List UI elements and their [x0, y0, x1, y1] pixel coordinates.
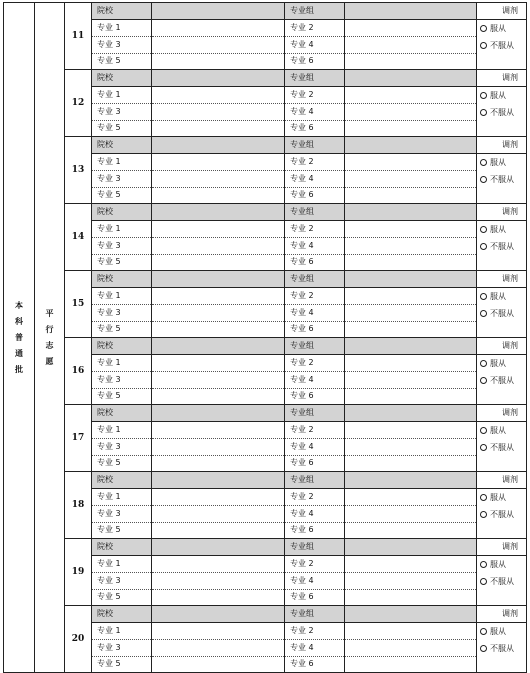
major-input[interactable]	[152, 556, 285, 573]
adjust-label: 调剂	[477, 539, 527, 556]
radio-circle-icon[interactable]	[480, 176, 487, 183]
major-group-input[interactable]	[345, 606, 477, 623]
option-label: 不服从	[490, 644, 514, 653]
major-input[interactable]	[345, 321, 477, 337]
major-input[interactable]	[345, 455, 477, 471]
major-label: 专业 6	[285, 53, 345, 69]
major-label: 专业 5	[92, 455, 152, 471]
radio-circle-icon[interactable]	[480, 360, 487, 367]
major-label: 专业 5	[92, 321, 152, 337]
accept-adjust-option[interactable]	[480, 426, 506, 436]
major-label: 专业 6	[285, 321, 345, 337]
school-label: 院校	[92, 606, 152, 623]
major-label: 专业 3	[92, 305, 152, 321]
volunteer-number: 12	[65, 70, 92, 137]
major-group-label: 专业组	[285, 606, 345, 623]
option-label: 服从	[490, 627, 506, 636]
radio-circle-icon[interactable]	[480, 561, 487, 568]
accept-adjust-option[interactable]	[480, 292, 506, 302]
major-label: 专业 2	[285, 87, 345, 104]
major-group-label: 专业组	[285, 70, 345, 87]
major-label: 专业 4	[285, 37, 345, 53]
major-group-input[interactable]	[345, 539, 477, 556]
radio-circle-icon[interactable]	[480, 293, 487, 300]
major-label: 专业 3	[92, 372, 152, 388]
major-label: 专业 1	[92, 20, 152, 37]
reject-adjust-option[interactable]	[480, 376, 514, 386]
major-group-label: 专业组	[285, 338, 345, 355]
major-label: 专业 4	[285, 372, 345, 388]
major-group-input[interactable]	[345, 137, 477, 154]
major-group-input[interactable]	[345, 338, 477, 355]
batch-label-char: 本	[15, 300, 23, 310]
major-input[interactable]	[345, 120, 477, 136]
adjust-options	[477, 20, 527, 70]
block-header-row	[4, 606, 527, 623]
option-label: 服从	[490, 91, 506, 100]
adjust-label: 调剂	[477, 70, 527, 87]
volunteer-number: 19	[65, 539, 92, 606]
accept-adjust-option[interactable]	[480, 627, 506, 637]
option-label: 服从	[490, 225, 506, 234]
parallel-label-char: 愿	[45, 356, 54, 366]
radio-circle-icon[interactable]	[480, 444, 487, 451]
major-input[interactable]	[345, 87, 477, 104]
major-input[interactable]	[345, 372, 477, 388]
major-label: 专业 1	[92, 489, 152, 506]
major-label: 专业 4	[285, 171, 345, 187]
school-input[interactable]	[152, 606, 285, 623]
batch-label-char: 批	[15, 364, 23, 374]
major-input[interactable]	[152, 506, 285, 522]
volunteer-number: 15	[65, 271, 92, 338]
major-label: 专业 1	[92, 422, 152, 439]
major-input[interactable]	[345, 506, 477, 522]
school-label: 院校	[92, 70, 152, 87]
major-input[interactable]	[345, 388, 477, 404]
block-header-row	[4, 137, 527, 154]
option-label: 服从	[490, 426, 506, 435]
adjust-label: 调剂	[477, 271, 527, 288]
major-group-input[interactable]	[345, 204, 477, 221]
adjust-label: 调剂	[477, 204, 527, 221]
reject-adjust-option[interactable]	[480, 309, 514, 319]
major-label: 专业 1	[92, 154, 152, 171]
major-label: 专业 6	[285, 589, 345, 605]
block-header-row	[4, 472, 527, 489]
major-input[interactable]	[152, 154, 285, 171]
radio-circle-icon[interactable]	[480, 427, 487, 434]
adjust-label: 调剂	[477, 405, 527, 422]
adjust-options	[477, 221, 527, 271]
radio-circle-icon[interactable]	[480, 226, 487, 233]
radio-circle-icon[interactable]	[480, 645, 487, 652]
major-group-input[interactable]	[345, 3, 477, 20]
radio-circle-icon[interactable]	[480, 628, 487, 635]
major-label: 专业 4	[285, 573, 345, 589]
volunteer-number: 13	[65, 137, 92, 204]
school-label: 院校	[92, 3, 152, 20]
major-input[interactable]	[345, 439, 477, 455]
major-group-label: 专业组	[285, 539, 345, 556]
school-input[interactable]	[152, 70, 285, 87]
school-label: 院校	[92, 137, 152, 154]
option-label: 不服从	[490, 242, 514, 251]
major-label: 专业 2	[285, 20, 345, 37]
major-group-input[interactable]	[345, 271, 477, 288]
accept-adjust-option[interactable]	[480, 359, 506, 369]
major-label: 专业 3	[92, 640, 152, 656]
adjust-options	[477, 623, 527, 673]
major-label: 专业 6	[285, 455, 345, 471]
school-input[interactable]	[152, 405, 285, 422]
adjust-label: 调剂	[477, 3, 527, 20]
major-label: 专业 4	[285, 238, 345, 254]
major-group-label: 专业组	[285, 405, 345, 422]
major-input[interactable]	[152, 20, 285, 37]
radio-circle-icon[interactable]	[480, 511, 487, 518]
major-group-label: 专业组	[285, 472, 345, 489]
major-label: 专业 3	[92, 171, 152, 187]
option-label: 不服从	[490, 175, 514, 184]
major-input[interactable]	[345, 422, 477, 439]
major-label: 专业 1	[92, 221, 152, 238]
option-label: 不服从	[490, 577, 514, 586]
option-label: 不服从	[490, 41, 514, 50]
reject-adjust-option[interactable]	[480, 644, 514, 654]
major-label: 专业 6	[285, 522, 345, 538]
option-label: 不服从	[490, 376, 514, 385]
major-input[interactable]	[152, 321, 285, 337]
reject-adjust-option[interactable]	[480, 577, 514, 587]
major-label: 专业 4	[285, 506, 345, 522]
major-input[interactable]	[345, 154, 477, 171]
major-input[interactable]	[345, 37, 477, 53]
school-label: 院校	[92, 405, 152, 422]
major-label: 专业 6	[285, 187, 345, 203]
school-label: 院校	[92, 539, 152, 556]
major-label: 专业 1	[92, 288, 152, 305]
reject-adjust-option[interactable]	[480, 175, 514, 185]
block-header-row	[4, 70, 527, 87]
accept-adjust-option[interactable]	[480, 560, 506, 570]
volunteer-number: 16	[65, 338, 92, 405]
major-input[interactable]	[345, 623, 477, 640]
major-label: 专业 4	[285, 439, 345, 455]
radio-circle-icon[interactable]	[480, 159, 487, 166]
block-header-row	[4, 338, 527, 355]
major-input[interactable]	[152, 171, 285, 187]
school-input[interactable]	[152, 204, 285, 221]
major-input[interactable]	[345, 589, 477, 605]
volunteer-number: 20	[65, 606, 92, 673]
major-group-input[interactable]	[345, 472, 477, 489]
major-input[interactable]	[345, 573, 477, 589]
volunteer-number: 17	[65, 405, 92, 472]
school-label: 院校	[92, 271, 152, 288]
major-label: 专业 2	[285, 422, 345, 439]
accept-adjust-option[interactable]	[480, 91, 506, 101]
major-label: 专业 3	[92, 238, 152, 254]
major-label: 专业 4	[285, 305, 345, 321]
volunteer-number: 18	[65, 472, 92, 539]
major-label: 专业 3	[92, 37, 152, 53]
school-input[interactable]	[152, 271, 285, 288]
option-label: 不服从	[490, 443, 514, 452]
major-input[interactable]	[345, 254, 477, 270]
option-label: 服从	[490, 158, 506, 167]
block-header-row	[4, 204, 527, 221]
major-label: 专业 4	[285, 640, 345, 656]
accept-adjust-option[interactable]	[480, 493, 506, 503]
major-input[interactable]	[345, 221, 477, 238]
radio-circle-icon[interactable]	[480, 42, 487, 49]
major-label: 专业 2	[285, 355, 345, 372]
major-label: 专业 2	[285, 221, 345, 238]
radio-circle-icon[interactable]	[480, 377, 487, 384]
parallel-label-char: 行	[45, 324, 54, 334]
volunteer-number: 11	[65, 3, 92, 70]
school-label: 院校	[92, 204, 152, 221]
school-input[interactable]	[152, 539, 285, 556]
adjust-options	[477, 288, 527, 338]
major-input[interactable]	[152, 372, 285, 388]
major-input[interactable]	[345, 522, 477, 538]
parallel-volunteer-label	[35, 3, 65, 673]
reject-adjust-option[interactable]	[480, 443, 514, 453]
accept-adjust-option[interactable]	[480, 158, 506, 168]
major-input[interactable]	[345, 656, 477, 672]
option-label: 不服从	[490, 108, 514, 117]
school-input[interactable]	[152, 137, 285, 154]
major-label: 专业 1	[92, 623, 152, 640]
major-input[interactable]	[152, 439, 285, 455]
reject-adjust-option[interactable]	[480, 510, 514, 520]
parallel-label-char: 平	[45, 308, 54, 318]
major-label: 专业 5	[92, 656, 152, 672]
school-input[interactable]	[152, 472, 285, 489]
major-input[interactable]	[152, 53, 285, 69]
radio-circle-icon[interactable]	[480, 310, 487, 317]
option-label: 服从	[490, 560, 506, 569]
major-label: 专业 3	[92, 573, 152, 589]
major-label: 专业 2	[285, 154, 345, 171]
major-input[interactable]	[345, 238, 477, 254]
adjust-options	[477, 154, 527, 204]
major-input[interactable]	[152, 254, 285, 270]
accept-adjust-option[interactable]	[480, 24, 506, 34]
major-label: 专业 2	[285, 623, 345, 640]
major-label: 专业 3	[92, 104, 152, 120]
major-label: 专业 3	[92, 506, 152, 522]
major-label: 专业 6	[285, 254, 345, 270]
option-label: 不服从	[490, 510, 514, 519]
radio-circle-icon[interactable]	[480, 109, 487, 116]
adjust-options	[477, 422, 527, 472]
major-input[interactable]	[152, 522, 285, 538]
major-group-input[interactable]	[345, 405, 477, 422]
major-group-label: 专业组	[285, 137, 345, 154]
major-group-label: 专业组	[285, 3, 345, 20]
accept-adjust-option[interactable]	[480, 225, 506, 235]
major-label: 专业 6	[285, 120, 345, 136]
major-group-label: 专业组	[285, 271, 345, 288]
option-label: 服从	[490, 24, 506, 33]
major-input[interactable]	[152, 355, 285, 372]
reject-adjust-option[interactable]	[480, 41, 514, 51]
adjust-options	[477, 489, 527, 539]
block-header-row	[4, 3, 527, 20]
adjust-options	[477, 556, 527, 606]
major-label: 专业 1	[92, 87, 152, 104]
major-input[interactable]	[152, 640, 285, 656]
major-input[interactable]	[152, 422, 285, 439]
major-input[interactable]	[152, 455, 285, 471]
block-header-row	[4, 405, 527, 422]
major-input[interactable]	[152, 623, 285, 640]
option-label: 服从	[490, 493, 506, 502]
major-label: 专业 5	[92, 388, 152, 404]
radio-circle-icon[interactable]	[480, 494, 487, 501]
major-input[interactable]	[345, 104, 477, 120]
parallel-label-char: 志	[45, 340, 54, 350]
volunteer-number: 14	[65, 204, 92, 271]
adjust-label: 调剂	[477, 338, 527, 355]
major-input[interactable]	[345, 288, 477, 305]
adjust-options	[477, 355, 527, 405]
major-label: 专业 5	[92, 187, 152, 203]
reject-adjust-option[interactable]	[480, 108, 514, 118]
batch-label-char: 科	[15, 316, 23, 326]
major-input[interactable]	[152, 87, 285, 104]
major-label: 专业 2	[285, 288, 345, 305]
batch-label	[4, 3, 35, 673]
radio-circle-icon[interactable]	[480, 243, 487, 250]
major-group-label: 专业组	[285, 204, 345, 221]
adjust-label: 调剂	[477, 606, 527, 623]
school-input[interactable]	[152, 338, 285, 355]
option-label: 服从	[490, 292, 506, 301]
major-input[interactable]	[152, 388, 285, 404]
block-header-row	[4, 271, 527, 288]
major-label: 专业 5	[92, 254, 152, 270]
major-label: 专业 5	[92, 53, 152, 69]
major-input[interactable]	[345, 187, 477, 203]
major-label: 专业 5	[92, 589, 152, 605]
major-input[interactable]	[345, 355, 477, 372]
major-input[interactable]	[345, 20, 477, 37]
major-input[interactable]	[152, 573, 285, 589]
major-label: 专业 3	[92, 439, 152, 455]
major-input[interactable]	[152, 656, 285, 672]
major-input[interactable]	[345, 53, 477, 69]
major-label: 专业 2	[285, 489, 345, 506]
major-input[interactable]	[345, 640, 477, 656]
major-label: 专业 4	[285, 104, 345, 120]
major-input[interactable]	[345, 556, 477, 573]
major-label: 专业 1	[92, 556, 152, 573]
major-input[interactable]	[152, 104, 285, 120]
adjust-label: 调剂	[477, 472, 527, 489]
school-input[interactable]	[152, 3, 285, 20]
option-label: 服从	[490, 359, 506, 368]
major-input[interactable]	[152, 238, 285, 254]
major-label: 专业 2	[285, 556, 345, 573]
major-label: 专业 5	[92, 120, 152, 136]
major-input[interactable]	[152, 187, 285, 203]
volunteer-form-table	[3, 2, 527, 673]
reject-adjust-option[interactable]	[480, 242, 514, 252]
major-input[interactable]	[152, 305, 285, 321]
radio-circle-icon[interactable]	[480, 25, 487, 32]
major-input[interactable]	[152, 37, 285, 53]
school-label: 院校	[92, 338, 152, 355]
major-input[interactable]	[345, 489, 477, 506]
major-input[interactable]	[152, 120, 285, 136]
major-label: 专业 6	[285, 656, 345, 672]
major-input[interactable]	[345, 305, 477, 321]
adjust-label: 调剂	[477, 137, 527, 154]
radio-circle-icon[interactable]	[480, 578, 487, 585]
major-input[interactable]	[152, 589, 285, 605]
major-input[interactable]	[152, 221, 285, 238]
major-label: 专业 1	[92, 355, 152, 372]
major-input[interactable]	[152, 489, 285, 506]
major-label: 专业 6	[285, 388, 345, 404]
batch-label-char: 普	[15, 332, 23, 342]
option-label: 不服从	[490, 309, 514, 318]
major-input[interactable]	[152, 288, 285, 305]
major-input[interactable]	[345, 171, 477, 187]
adjust-options	[477, 87, 527, 137]
major-label: 专业 5	[92, 522, 152, 538]
block-header-row	[4, 539, 527, 556]
radio-circle-icon[interactable]	[480, 92, 487, 99]
major-group-input[interactable]	[345, 70, 477, 87]
batch-label-char: 通	[15, 348, 23, 358]
school-label: 院校	[92, 472, 152, 489]
